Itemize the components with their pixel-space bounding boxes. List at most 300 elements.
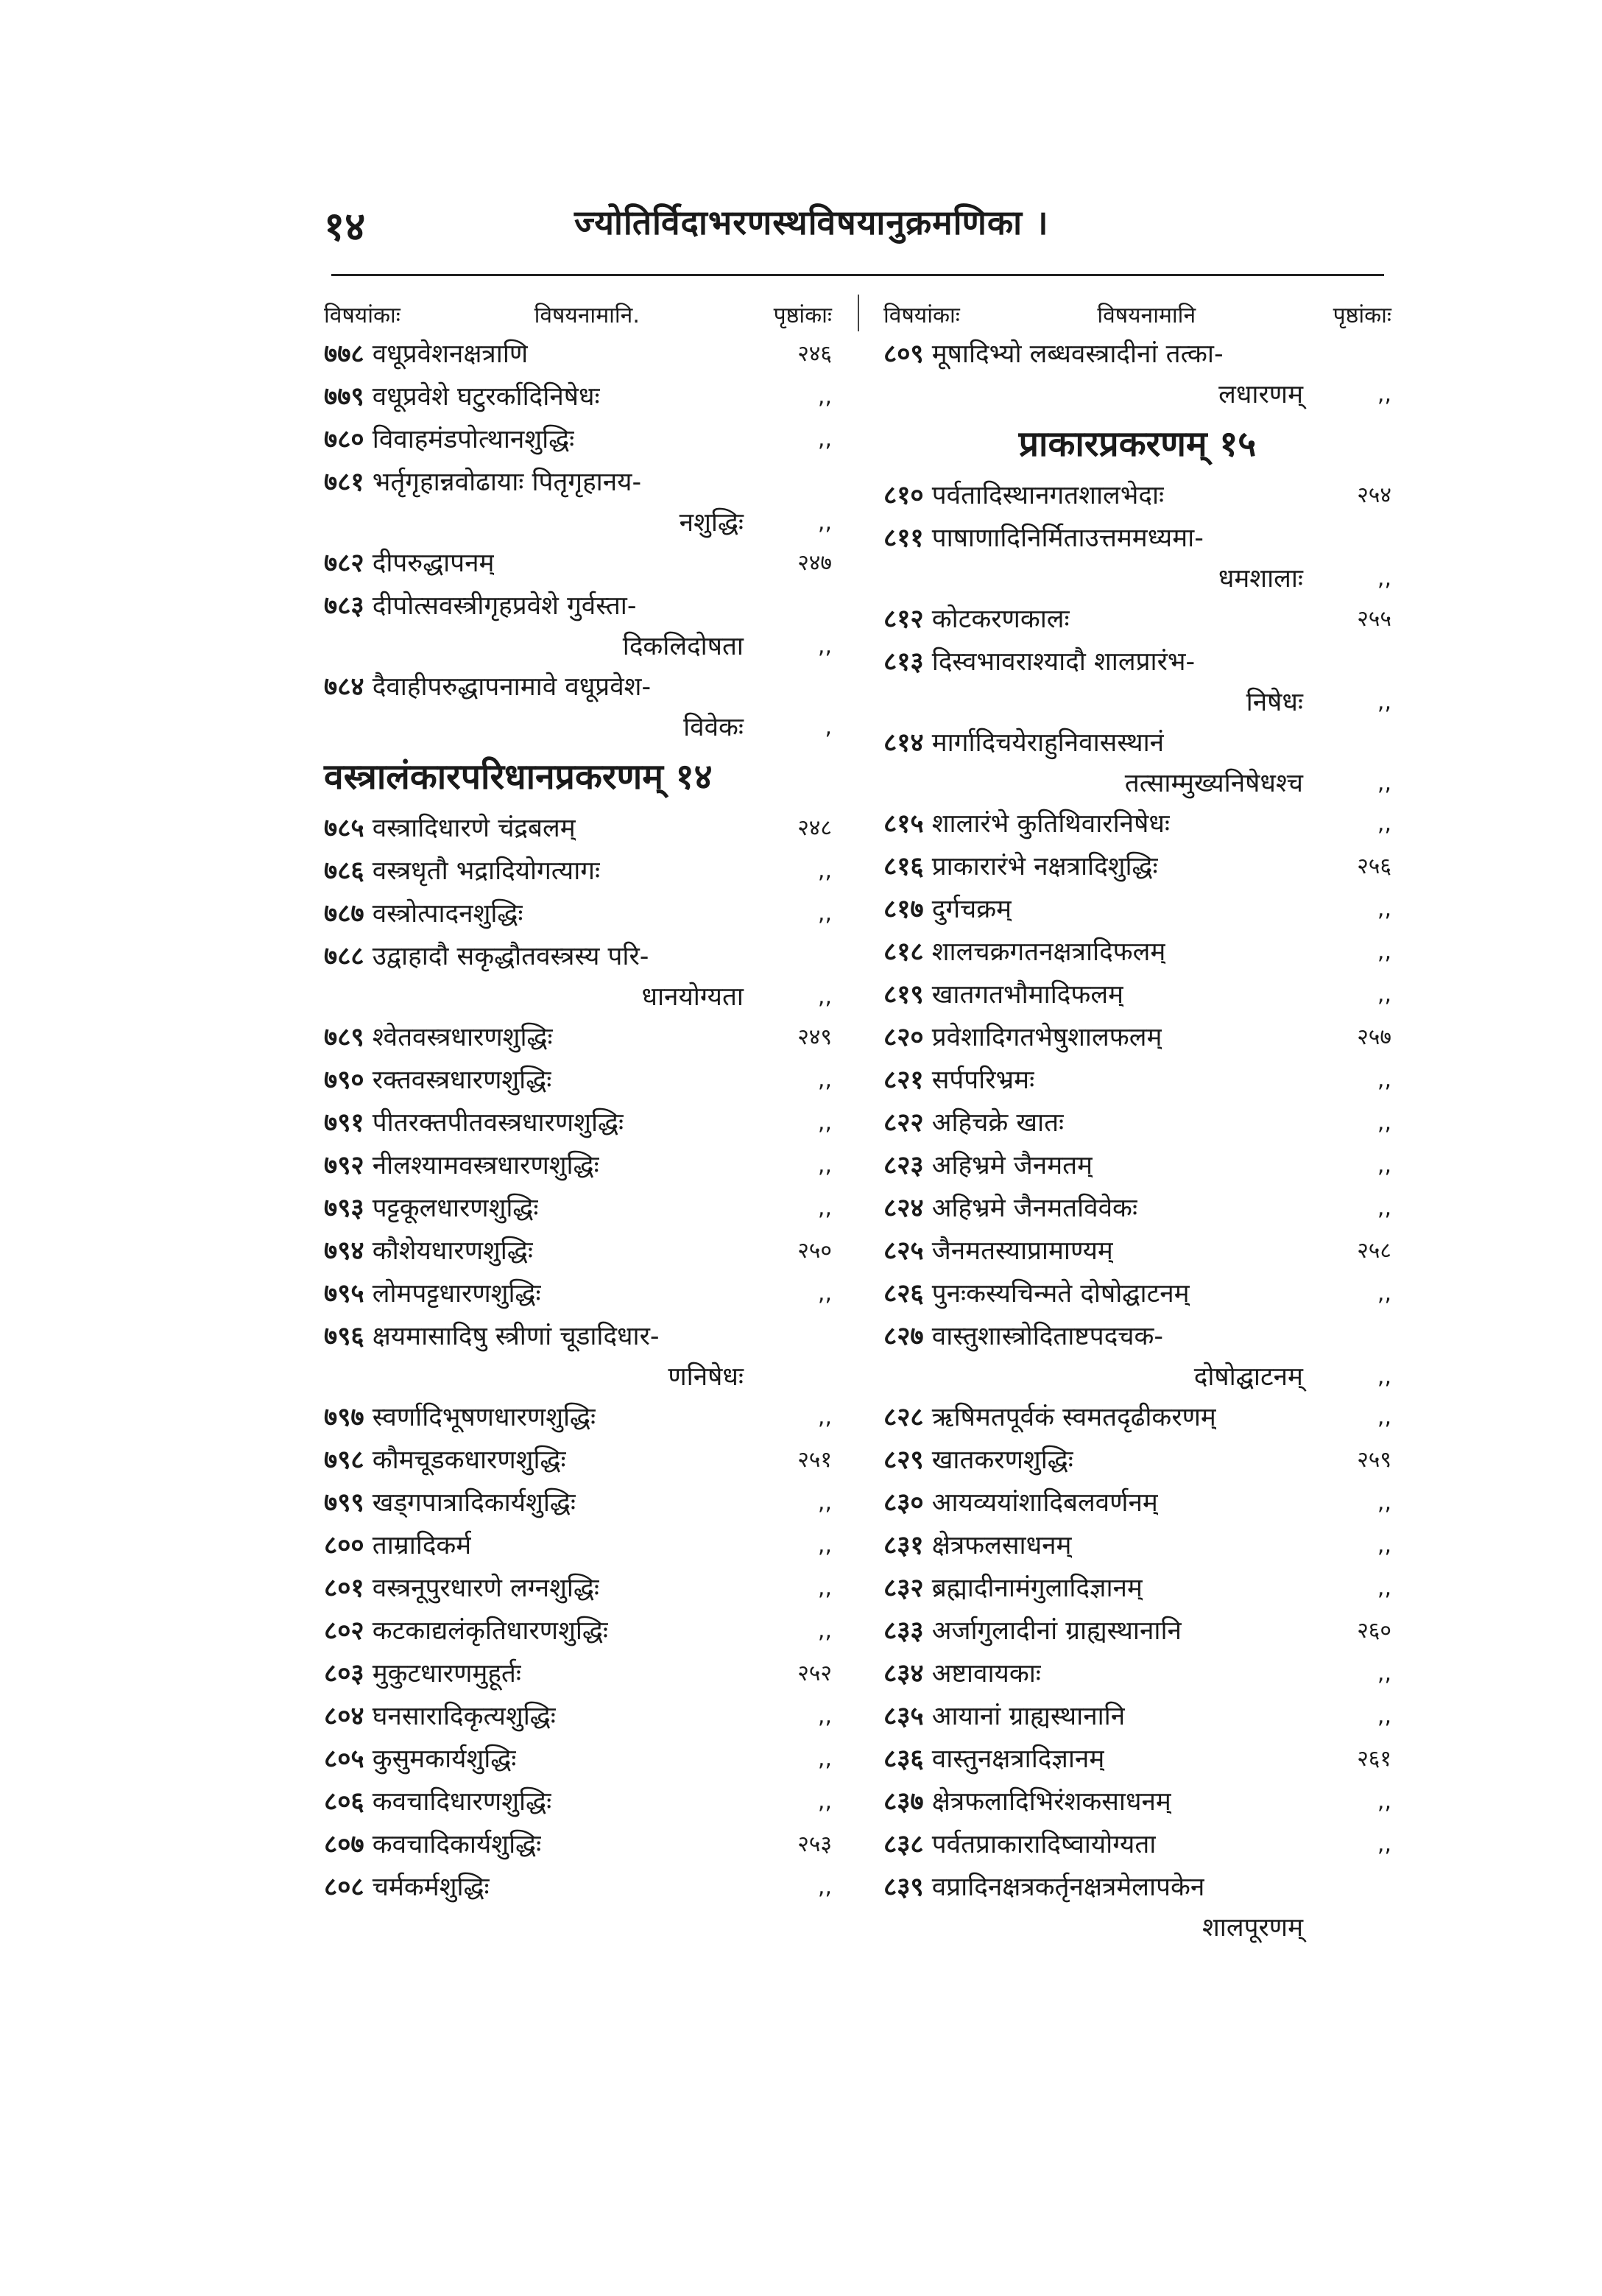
entry-number: ८२३ xyxy=(883,1151,924,1180)
entry-text xyxy=(883,1396,1216,1439)
entry-number: ८३७ xyxy=(883,1787,924,1817)
entry-number: ८२४ xyxy=(883,1194,924,1223)
entry-text xyxy=(324,1144,599,1187)
entry-page: ,, xyxy=(1377,1661,1391,1686)
entry-page: ,, xyxy=(1377,1532,1391,1558)
entry-title: क्षेत्रफलादिभिरंशकसाधनम् xyxy=(931,1787,1171,1817)
entry-number: ८३२ xyxy=(883,1574,924,1603)
entry-text xyxy=(883,641,1195,683)
entry-continuation xyxy=(883,1909,1391,1947)
entry-page: ,, xyxy=(1377,811,1391,837)
entry-number: ७९९ xyxy=(324,1488,364,1518)
entry-title-continued: तत्साम्मुख्यनिषेधश्च xyxy=(1124,769,1303,798)
entry-continuation xyxy=(324,627,832,666)
toc-entry xyxy=(324,807,832,850)
entry-text xyxy=(883,333,1224,376)
entry-number: ८११ xyxy=(883,524,924,553)
header-subject-name: विषयनामानि xyxy=(1097,302,1196,328)
entry-title: उद्वाहादौ सकृद्धौतवस्त्रस्य परि- xyxy=(372,942,649,971)
entry-number: ८२९ xyxy=(883,1445,924,1475)
entry-text xyxy=(324,1315,660,1358)
entry-page: ,, xyxy=(1377,1152,1391,1178)
entry-text xyxy=(324,850,600,892)
entry-number: ७८१ xyxy=(324,468,364,497)
entry-title: शालारंभे कुतिथिवारनिषेधः xyxy=(931,809,1170,839)
toc-entry xyxy=(883,333,1391,376)
toc-entry xyxy=(324,1695,832,1738)
entry-number: ८२२ xyxy=(883,1108,924,1138)
entry-page: २५९ xyxy=(1357,1447,1391,1473)
toc-entry xyxy=(883,1016,1391,1059)
entry-text xyxy=(883,1439,1073,1482)
entry-text xyxy=(883,474,1164,517)
section-heading: प्राकारप्रकरणम् १५ xyxy=(1018,423,1257,465)
toc-entry xyxy=(883,1059,1391,1102)
entry-title: अष्टावायकाः xyxy=(931,1659,1041,1688)
toc-entry xyxy=(324,1781,832,1823)
toc-entry xyxy=(883,1652,1391,1695)
entry-page: ,, xyxy=(1377,1281,1391,1306)
entry-continuation xyxy=(883,1358,1391,1396)
toc-entry xyxy=(324,1482,832,1524)
entry-page: ,, xyxy=(1377,381,1391,407)
entry-number: ७९७ xyxy=(324,1403,364,1432)
toc-entry xyxy=(883,1695,1391,1738)
entry-title: लोमपट्टधारणशुद्धिः xyxy=(372,1279,541,1309)
entry-number: ८०७ xyxy=(324,1830,364,1859)
entry-page: ,, xyxy=(817,426,832,452)
entry-title: पाषाणादिनिर्मिताउत्तममध्यमा- xyxy=(931,524,1204,553)
entry-title: घनसारादिकृत्यशुद्धिः xyxy=(372,1702,556,1731)
entry-title: दीपरुद्धापनम् xyxy=(372,549,495,578)
toc-entry xyxy=(883,1144,1391,1187)
entry-number: ८३८ xyxy=(883,1830,924,1859)
entry-title: कुसुमकार्यशुद्धिः xyxy=(372,1744,517,1774)
toc-entry xyxy=(324,542,832,585)
entry-number: ८०८ xyxy=(324,1873,364,1902)
entry-title: वधूप्रवेशनक्षत्राणि xyxy=(372,339,529,369)
entry-page: ,, xyxy=(1377,896,1391,922)
entry-page: ,, xyxy=(1377,1404,1391,1430)
toc-entry xyxy=(883,1567,1391,1610)
entry-title: पीतरक्तपीतवस्त्रधारणशुद्धिः xyxy=(372,1108,624,1138)
entry-title: स्वर्णादिभूषणधारणशुद्धिः xyxy=(372,1403,596,1432)
entry-page: २५३ xyxy=(797,1831,832,1857)
right-entry-list xyxy=(883,333,1391,1947)
entry-title: कवचादिधारणशुद्धिः xyxy=(372,1787,552,1817)
entry-page: ,, xyxy=(1377,566,1391,591)
entry-text xyxy=(324,1187,538,1230)
entry-title: अहिचक्रे खातः xyxy=(931,1108,1065,1138)
toc-entry xyxy=(883,1272,1391,1315)
entry-title: आयव्ययांशादिबलवर्णनम् xyxy=(931,1488,1158,1518)
entry-title: अर्जागुलादीनां ग्राह्यस्थानानि xyxy=(931,1616,1182,1646)
entry-text xyxy=(883,1102,1064,1144)
entry-text xyxy=(883,1482,1158,1524)
toc-entry xyxy=(883,1482,1391,1524)
entry-page: ,, xyxy=(817,1618,832,1644)
entry-title: प्राकारारंभे नक्षत्रादिशुद्धिः xyxy=(931,852,1158,881)
entry-continuation xyxy=(883,683,1391,722)
entry-text xyxy=(324,376,600,418)
entry-title: पट्टकूलधारणशुद्धिः xyxy=(372,1194,539,1223)
entry-number: ८१९ xyxy=(883,980,924,1010)
entry-number: ७९० xyxy=(324,1066,364,1095)
toc-entry xyxy=(883,1524,1391,1567)
entry-number: ७८० xyxy=(324,425,364,454)
entry-title: ताम्रादिकर्म xyxy=(372,1531,472,1560)
entry-title: कटकाद्यलंकृतिधारणशुद्धिः xyxy=(372,1616,609,1646)
toc-entry xyxy=(883,931,1391,973)
entry-title: मार्गादिचयेराहुनिवासस्थानं xyxy=(931,728,1165,758)
entry-title: आयानां ग्राह्यस्थानानि xyxy=(931,1702,1126,1731)
entry-text xyxy=(883,1781,1171,1823)
entry-number: ७७९ xyxy=(324,382,364,412)
entry-page: ,, xyxy=(817,1152,832,1178)
toc-entry xyxy=(883,803,1391,845)
entry-title-continued: लधारणम् xyxy=(1218,380,1303,409)
entry-number: ८३६ xyxy=(883,1744,924,1774)
entry-number: ८०५ xyxy=(324,1744,364,1774)
entry-text xyxy=(324,1102,624,1144)
entry-title: वास्तुशास्त्रोदिताष्टपदचक- xyxy=(931,1322,1164,1351)
entry-continuation xyxy=(883,560,1391,598)
toc-entry xyxy=(883,517,1391,560)
toc-entry xyxy=(883,888,1391,931)
entry-number: ७९४ xyxy=(324,1236,364,1266)
entry-number: ८३३ xyxy=(883,1616,924,1646)
toc-entry xyxy=(883,1439,1391,1482)
entry-text xyxy=(883,845,1158,888)
toc-entry xyxy=(324,1738,832,1781)
toc-entry xyxy=(883,1315,1391,1358)
entry-title: दीपोत्सवस्त्रीगृहप्रवेशे गुर्वस्ता- xyxy=(372,591,637,621)
entry-number: ८१६ xyxy=(883,852,924,881)
entry-number: ७९२ xyxy=(324,1151,364,1180)
entry-page: ,, xyxy=(1377,982,1391,1007)
entry-page: ,, xyxy=(817,1746,832,1772)
entry-number: ८३४ xyxy=(883,1659,924,1688)
entry-text xyxy=(883,598,1070,641)
toc-entry xyxy=(883,973,1391,1016)
entry-text xyxy=(324,1652,521,1695)
header-subject-number: विषयांकाः xyxy=(883,302,960,328)
toc-entry xyxy=(883,1866,1391,1909)
toc-entry xyxy=(324,1524,832,1567)
entry-number: ८२५ xyxy=(883,1236,924,1266)
entry-text xyxy=(883,1567,1143,1610)
entry-page: ,, xyxy=(817,1789,832,1814)
entry-title: वस्त्रादिधारणे चंद्रबलम् xyxy=(372,814,576,843)
entry-number: ८०६ xyxy=(324,1787,364,1817)
entry-page: ,, xyxy=(1377,1067,1391,1093)
toc-entry xyxy=(324,1823,832,1866)
entry-number: ८२६ xyxy=(883,1279,924,1309)
entry-page: ,, xyxy=(817,1110,832,1135)
entry-text xyxy=(324,1823,541,1866)
toc-entry xyxy=(883,1187,1391,1230)
entry-number: ८०० xyxy=(324,1531,364,1560)
entry-title: ऋषिमतपूर्वकं स्वमतदृढीकरणम् xyxy=(931,1403,1216,1432)
entry-title: खातगतभौमादिफलम् xyxy=(931,980,1124,1010)
entry-title: दिस्वभावराश्यादौ शालप्रारंभ- xyxy=(931,647,1196,677)
entry-title: पुनःकस्यचिन्मते दोषोद्घाटनम् xyxy=(931,1279,1190,1309)
header-page-number: पृष्ठांकाः xyxy=(1333,302,1391,328)
entry-title: कवचादिकार्यशुद्धिः xyxy=(372,1830,542,1859)
entry-title: ब्रह्मादीनामंगुलादिज्ञानम् xyxy=(931,1574,1143,1603)
entry-text xyxy=(324,892,523,935)
column-header xyxy=(883,295,1391,333)
column-divider xyxy=(858,295,859,331)
entry-number: ८२७ xyxy=(883,1322,924,1351)
entry-number: ८१५ xyxy=(883,809,924,839)
entry-text xyxy=(324,1482,576,1524)
entry-title: वधूप्रवेशे घटुरर्कादिनिषेधः xyxy=(372,382,600,412)
toc-entry xyxy=(324,418,832,461)
entry-title: अहिभ्रमे जैनमतम् xyxy=(931,1151,1093,1180)
entry-text xyxy=(883,1652,1041,1695)
entry-title: दुर्गचक्रम् xyxy=(931,895,1012,924)
toc-entry xyxy=(324,1396,832,1439)
entry-title: क्षेत्रफलसाधनम् xyxy=(931,1531,1072,1560)
entry-number: ८०१ xyxy=(324,1574,364,1603)
entry-page: २५४ xyxy=(1357,482,1391,508)
toc-entry xyxy=(324,1272,832,1315)
toc-entry xyxy=(883,1396,1391,1439)
entry-page: , xyxy=(825,714,832,740)
entry-title: खातकरणशुद्धिः xyxy=(931,1445,1073,1475)
toc-entry xyxy=(324,1315,832,1358)
entry-page: ,, xyxy=(1377,1575,1391,1601)
entry-title: कौमचूडकधारणशुद्धिः xyxy=(372,1445,566,1475)
entry-text xyxy=(324,333,528,376)
entry-title-continued: विवेकः xyxy=(683,713,744,742)
entry-page: २४६ xyxy=(797,341,832,367)
entry-text xyxy=(883,1866,1204,1909)
entry-number: ७९३ xyxy=(324,1194,364,1223)
entry-title: श्वेतवस्त्रधारणशुद्धिः xyxy=(372,1023,553,1052)
toc-entry xyxy=(324,1144,832,1187)
entry-title: खड्गपात्रादिकार्यशुद्धिः xyxy=(372,1488,576,1518)
entry-title: शालचक्रगतनक्षत्रादिफलम् xyxy=(931,937,1166,967)
entry-page: ,, xyxy=(817,901,832,926)
toc-entry xyxy=(883,1610,1391,1652)
toc-entry xyxy=(324,1567,832,1610)
entry-title-continued: णनिषेधः xyxy=(668,1362,744,1392)
entry-number: ८०२ xyxy=(324,1616,364,1646)
entry-number: ८१२ xyxy=(883,605,924,634)
running-head: ज्योतिर्विदाभरणस्थविषयानुक्रमणिका । xyxy=(574,203,1049,242)
entry-text xyxy=(324,1866,490,1909)
entry-page: ,, xyxy=(817,858,832,884)
entry-title: रक्तवस्त्रधारणशुद्धिः xyxy=(372,1066,552,1095)
left-column xyxy=(324,295,832,1909)
entry-page: ,, xyxy=(1377,689,1391,715)
entry-title: विवाहमंडपोत्थानशुद्धिः xyxy=(372,425,575,454)
entry-title: कोटकरणकालः xyxy=(931,605,1070,634)
entry-text xyxy=(324,1439,566,1482)
entry-title-continued: दोषोद्घाटनम् xyxy=(1193,1362,1303,1392)
entry-page: ,, xyxy=(1377,939,1391,965)
entry-number: ७९१ xyxy=(324,1108,364,1138)
entry-text xyxy=(324,542,494,585)
entry-number: ८१७ xyxy=(883,895,924,924)
toc-entry xyxy=(324,892,832,935)
entry-continuation xyxy=(883,376,1391,414)
entry-text xyxy=(883,1315,1163,1358)
toc-entry xyxy=(883,1230,1391,1272)
toc-entry xyxy=(324,1230,832,1272)
right-column xyxy=(883,295,1391,1947)
entry-text xyxy=(324,1610,608,1652)
toc-entry xyxy=(883,474,1391,517)
page-number: १४ xyxy=(324,203,366,250)
entry-title: वस्त्रनूपुरधारणे लग्नशुद्धिः xyxy=(372,1574,599,1603)
entry-number: ८३१ xyxy=(883,1531,924,1560)
entry-number: ७८८ xyxy=(324,942,364,971)
toc-entry xyxy=(883,641,1391,683)
entry-page: ,, xyxy=(817,1067,832,1093)
entry-text xyxy=(883,1610,1182,1652)
entry-page: २५५ xyxy=(1357,606,1391,632)
entry-page: ,, xyxy=(817,984,832,1010)
entry-page: २५० xyxy=(797,1238,832,1264)
toc-entry xyxy=(324,935,832,978)
entry-page: ,, xyxy=(817,633,832,659)
entry-title: सर्पपरिभ्रमः xyxy=(931,1066,1035,1095)
entry-page: ,, xyxy=(817,1404,832,1430)
entry-title: वस्त्रोत्पादनशुद्धिः xyxy=(372,899,523,929)
entry-text xyxy=(883,973,1123,1016)
entry-page: २६१ xyxy=(1357,1746,1391,1772)
entry-title: क्षयमासादिषु स्त्रीणां चूडादिधार- xyxy=(372,1322,660,1351)
entry-number: ८१३ xyxy=(883,647,924,677)
entry-page: ,, xyxy=(1377,1110,1391,1135)
toc-entry xyxy=(324,1059,832,1102)
entry-number: ८३० xyxy=(883,1488,924,1518)
entry-text xyxy=(324,666,651,708)
entry-number: ८१४ xyxy=(883,728,924,758)
entry-number: ७८२ xyxy=(324,549,364,578)
entry-page: २४९ xyxy=(797,1024,832,1050)
toc-entry xyxy=(883,598,1391,641)
entry-page: २५२ xyxy=(797,1661,832,1686)
entry-text xyxy=(324,1016,553,1059)
entry-continuation xyxy=(324,978,832,1016)
entry-number: ८१८ xyxy=(883,937,924,967)
entry-number: ७९८ xyxy=(324,1445,364,1475)
toc-entry xyxy=(324,1439,832,1482)
toc-entry xyxy=(324,376,832,418)
toc-entry xyxy=(883,1823,1391,1866)
entry-page: ,, xyxy=(817,1703,832,1729)
entry-text xyxy=(883,1524,1072,1567)
entry-text xyxy=(324,1272,541,1315)
entry-page: २४७ xyxy=(797,550,832,576)
entry-number: ८२१ xyxy=(883,1066,924,1095)
entry-page: ,, xyxy=(1377,1490,1391,1515)
entry-page: ,, xyxy=(817,510,832,535)
toc-entry xyxy=(883,1738,1391,1781)
entry-number: ८३९ xyxy=(883,1873,924,1902)
entry-title: अहिभ्रमे जैनमतविवेकः xyxy=(931,1194,1138,1223)
entry-title-continued: धानयोग्यता xyxy=(641,982,744,1012)
entry-page: ,, xyxy=(817,1281,832,1306)
entry-number: ८०९ xyxy=(883,339,924,369)
entry-continuation xyxy=(883,764,1391,803)
toc-entry xyxy=(324,1102,832,1144)
entry-title: वस्त्रधृतौ भद्रादियोगत्यागः xyxy=(372,856,601,886)
entry-page: ,, xyxy=(1377,1831,1391,1857)
entry-page: ,, xyxy=(817,1490,832,1515)
entry-text xyxy=(324,1230,533,1272)
entry-text xyxy=(324,1524,471,1567)
entry-number: ८३५ xyxy=(883,1702,924,1731)
entry-text xyxy=(883,1230,1113,1272)
top-rule xyxy=(331,274,1384,276)
entry-number: ७८३ xyxy=(324,591,364,621)
entry-text xyxy=(324,1396,596,1439)
entry-title-continued: नशुद्धिः xyxy=(679,508,744,538)
entry-text xyxy=(883,931,1165,973)
entry-title: भर्तृगृहान्नवोढायाः पितृगृहानय- xyxy=(372,468,642,497)
toc-entry xyxy=(324,666,832,708)
entry-page: २५८ xyxy=(1357,1238,1391,1264)
entry-text xyxy=(324,807,576,850)
entry-page: २५७ xyxy=(1357,1024,1391,1050)
entry-page: ,, xyxy=(817,384,832,409)
entry-title: प्रवेशादिगतभेषुशालफलम् xyxy=(931,1023,1162,1052)
toc-entry xyxy=(883,845,1391,888)
entry-title: मुकुटधारणमुहूर्तः xyxy=(372,1659,521,1688)
entry-continuation xyxy=(324,1358,832,1396)
entry-title: वास्तुनक्षत्रादिज्ञानम् xyxy=(931,1744,1105,1774)
entry-text xyxy=(883,1823,1156,1866)
entry-title-continued: दिकलिदोषता xyxy=(622,632,744,661)
entry-page: ,, xyxy=(1377,770,1391,796)
header-page-number: पृष्ठांकाः xyxy=(773,302,832,328)
entry-title: जैनमतस्याप्रामाण्यम् xyxy=(931,1236,1113,1266)
section-heading: वस्त्रालंकारपरिधानप्रकरणम् १४ xyxy=(324,756,713,797)
entry-text xyxy=(883,803,1170,845)
toc-entry xyxy=(324,333,832,376)
toc-entry xyxy=(883,1781,1391,1823)
entry-text xyxy=(324,1059,551,1102)
entry-text xyxy=(883,1187,1137,1230)
entry-number: ७९५ xyxy=(324,1279,364,1309)
entry-text xyxy=(883,888,1012,931)
entry-title: दैवाहीपरुद्धापनामावे वधूप्रवेश- xyxy=(372,672,652,702)
entry-text xyxy=(883,1059,1034,1102)
entry-page: ,, xyxy=(817,1195,832,1221)
entry-page: ,, xyxy=(1377,1703,1391,1729)
entry-number: ७८४ xyxy=(324,672,364,702)
toc-entry xyxy=(324,1016,832,1059)
entry-text xyxy=(883,1016,1162,1059)
toc-entry xyxy=(883,722,1391,764)
entry-continuation xyxy=(324,708,832,747)
entry-number: ७८७ xyxy=(324,899,364,929)
entry-text xyxy=(324,1695,556,1738)
entry-text xyxy=(324,1781,551,1823)
entry-number: ७८९ xyxy=(324,1023,364,1052)
entry-title: चर्मकर्मशुद्धिः xyxy=(372,1873,490,1902)
toc-entry xyxy=(324,1187,832,1230)
entry-text xyxy=(883,517,1204,560)
entry-page: २५१ xyxy=(797,1447,832,1473)
entry-page: ,, xyxy=(1377,1789,1391,1814)
entry-text xyxy=(883,1272,1190,1315)
